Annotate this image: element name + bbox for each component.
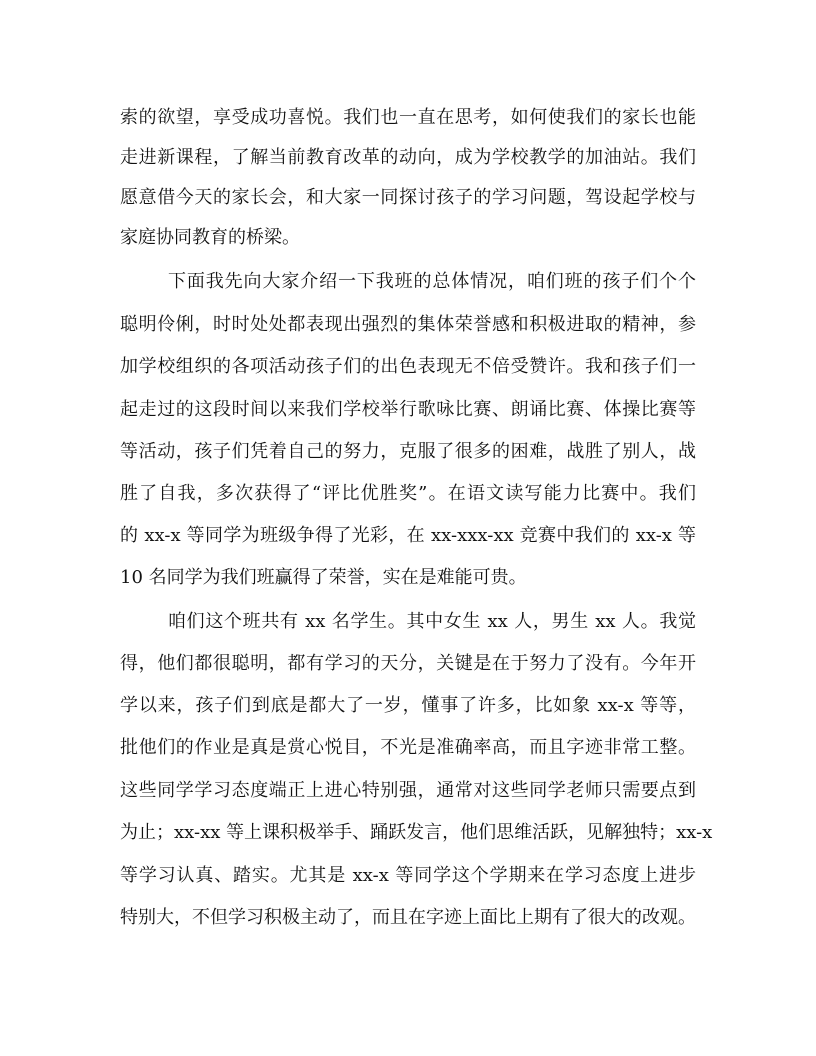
paragraph-2-line-4: 起走过的这段时间以来我们学校举行歌咏比赛、朗诵比赛、体操比赛等 [120, 399, 696, 420]
paragraph-3-line-1: 咱们这个班共有 xx 名学生。其中女生 xx 人，男生 xx 人。我觉 [168, 611, 696, 632]
paragraph-2-line-3: 加学校组织的各项活动孩子们的出色表现无不倍受赞许。我和孩子们一 [120, 356, 696, 377]
paragraph-2-line-6: 胜了自我，多次获得了“评比优胜奖”。在语文读写能力比赛中。我们 [120, 483, 696, 504]
paragraph-2-line-1: 下面我先向大家介绍一下我班的总体情况，咱们班的孩子们个个 [168, 271, 696, 292]
paragraph-1-line-2: 走进新课程，了解当前教育改革的动向，成为学校教学的加油站。我们 [120, 147, 696, 168]
paragraph-1-line-4: 家庭协同教育的桥梁。 [120, 227, 300, 248]
paragraph-2-line-8: 10 名同学为我们班赢得了荣誉，实在是难能可贵。 [120, 567, 527, 588]
paragraph-2-line-7: 的 xx-x 等同学为班级争得了光彩，在 xx-xxx-xx 竞赛中我们的 xx-x 等 [120, 525, 696, 546]
paragraph-3-line-2: 得，他们都很聪明，都有学习的天分，关键是在于努力了没有。今年开 [120, 653, 696, 674]
paragraph-3-line-3: 学以来，孩子们到底是都大了一岁，懂事了许多，比如象 xx-x 等等， [120, 695, 696, 716]
paragraph-1-line-1: 索的欲望，享受成功喜悦。我们也一直在思考，如何使我们的家长也能 [120, 107, 696, 128]
paragraph-3-line-6: 为止；xx-xx 等上课积极举手、踊跃发言，他们思维活跃，见解独特；xx-x [120, 822, 713, 843]
paragraph-3-line-4: 批他们的作业是真是赏心悦目，不光是准确率高，而且字迹非常工整。 [120, 737, 696, 758]
paragraph-1-line-3: 愿意借今天的家长会，和大家一同探讨孩子的学习问题，驾设起学校与 [120, 187, 696, 208]
paragraph-2-line-2: 聪明伶俐，时时处处都表现出强烈的集体荣誉感和积极进取的精神，参 [120, 314, 696, 335]
paragraph-3-line-7: 等学习认真、踏实。尤其是 xx-x 等同学这个学期来在学习态度上进步 [120, 865, 696, 886]
paragraph-3-line-8: 特别大，不但学习积极主动了，而且在字迹上面比上期有了很大的改观。 [120, 907, 696, 928]
paragraph-3-line-5: 这些同学学习态度端正上进心特别强，通常对这些同学老师只需要点到 [120, 780, 696, 801]
paragraph-2-line-5: 等活动，孩子们凭着自己的努力，克服了很多的困难，战胜了别人，战 [120, 441, 696, 462]
